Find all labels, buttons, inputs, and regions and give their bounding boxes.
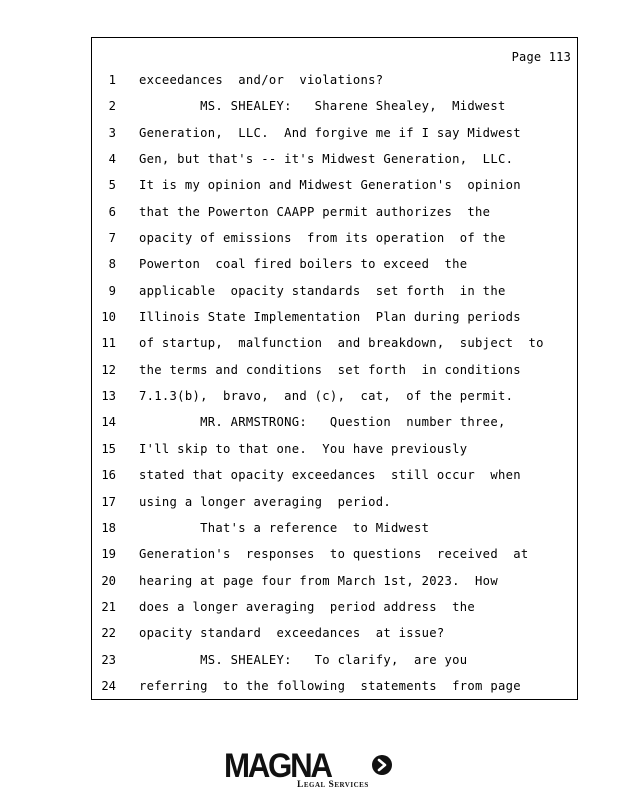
line-number: 10 — [101, 310, 116, 325]
transcript-line — [92, 304, 577, 330]
line-number: 20 — [101, 573, 116, 588]
line-number: 19 — [101, 547, 116, 562]
line-text: Illinois State Implementation Plan during periods — [139, 310, 521, 325]
line-text: using a longer averaging period. — [139, 494, 392, 509]
transcript-line — [92, 541, 577, 567]
transcript-line — [92, 120, 577, 146]
transcript-line — [92, 251, 577, 277]
transcript-line — [92, 93, 577, 119]
line-text: stated that opacity exceedances still occur when — [139, 468, 521, 483]
transcript-line — [92, 515, 577, 541]
line-text: hearing at page four from March 1st, 2023. How — [139, 573, 498, 588]
line-number: 21 — [101, 599, 116, 614]
line-text: MS. SHEALEY: To clarify, are you — [139, 652, 468, 667]
line-number: 8 — [108, 257, 116, 272]
line-text: Gen, but that's -- it's Midwest Generation, LLC. — [139, 152, 514, 167]
line-number: 24 — [101, 678, 116, 693]
line-text: referring to the following statements from page — [139, 678, 521, 693]
line-text: 7.1.3(b), bravo, and (c), cat, of the permit. — [139, 389, 514, 404]
transcript-line — [92, 409, 577, 435]
line-text: Powerton coal fired boilers to exceed the — [139, 257, 468, 272]
line-number: 16 — [101, 468, 116, 483]
transcript-line — [92, 462, 577, 488]
transcript-line — [92, 330, 577, 356]
transcript-line — [92, 67, 577, 93]
transcript-line — [92, 436, 577, 462]
line-text: It is my opinion and Midwest Generation's opinion — [139, 178, 521, 193]
transcript-line — [92, 146, 577, 172]
logo-wordmark: MAGNA — [224, 747, 331, 785]
transcript-line — [92, 278, 577, 304]
line-number: 17 — [101, 494, 116, 509]
transcript-line — [92, 199, 577, 225]
line-text: That's a reference to Midwest — [139, 520, 430, 535]
line-text: opacity of emissions from its operation of the — [139, 231, 506, 246]
line-number: 23 — [101, 652, 116, 667]
line-text: MR. ARMSTRONG: Question number three, — [139, 415, 506, 430]
transcript-line — [92, 673, 577, 699]
transcript-line — [92, 647, 577, 673]
line-number: 18 — [101, 520, 116, 535]
transcript-page — [91, 37, 578, 700]
transcript-line — [92, 357, 577, 383]
chevron-right-circle-icon — [372, 755, 392, 775]
line-number: 11 — [101, 336, 116, 351]
transcript-line — [92, 383, 577, 409]
line-text: MS. SHEALEY: Sharene Shealey, Midwest — [139, 99, 506, 114]
logo-tagline: Legal Services — [297, 780, 369, 790]
line-number: 7 — [108, 231, 116, 246]
line-number: 3 — [108, 125, 116, 140]
transcript-line — [92, 172, 577, 198]
transcript-line — [92, 594, 577, 620]
line-number: 15 — [101, 441, 116, 456]
line-number: 9 — [108, 283, 116, 298]
line-text: Generation's responses to questions received at — [139, 547, 529, 562]
line-text: that the Powerton CAAPP permit authorizes the — [139, 204, 491, 219]
line-number: 14 — [101, 415, 116, 430]
page-number: Page 113 — [511, 50, 571, 64]
line-text: exceedances and/or violations? — [139, 73, 384, 87]
transcript-line — [92, 225, 577, 251]
line-text: applicable opacity standards set forth in the — [139, 283, 506, 298]
magna-logo — [224, 748, 396, 792]
line-text: the terms and conditions set forth in conditions — [139, 362, 521, 377]
line-number: 6 — [108, 204, 116, 219]
line-text: of startup, malfunction and breakdown, subject to — [139, 336, 544, 351]
transcript-line — [92, 620, 577, 646]
transcript-line — [92, 568, 577, 594]
line-text: I'll skip to that one. You have previously — [139, 441, 468, 456]
line-text: Generation, LLC. And forgive me if I say Midwest — [139, 125, 521, 140]
line-number: 13 — [101, 389, 116, 404]
line-number: 22 — [101, 626, 116, 641]
line-number: 12 — [101, 362, 116, 377]
transcript-line — [92, 489, 577, 515]
line-text: does a longer averaging period address the — [139, 599, 476, 614]
line-number: 4 — [108, 152, 116, 167]
line-number: 1 — [108, 73, 116, 87]
line-number: 5 — [108, 178, 116, 193]
line-text: opacity standard exceedances at issue? — [139, 626, 445, 641]
transcript-lines — [92, 67, 577, 699]
line-number: 2 — [108, 99, 116, 114]
